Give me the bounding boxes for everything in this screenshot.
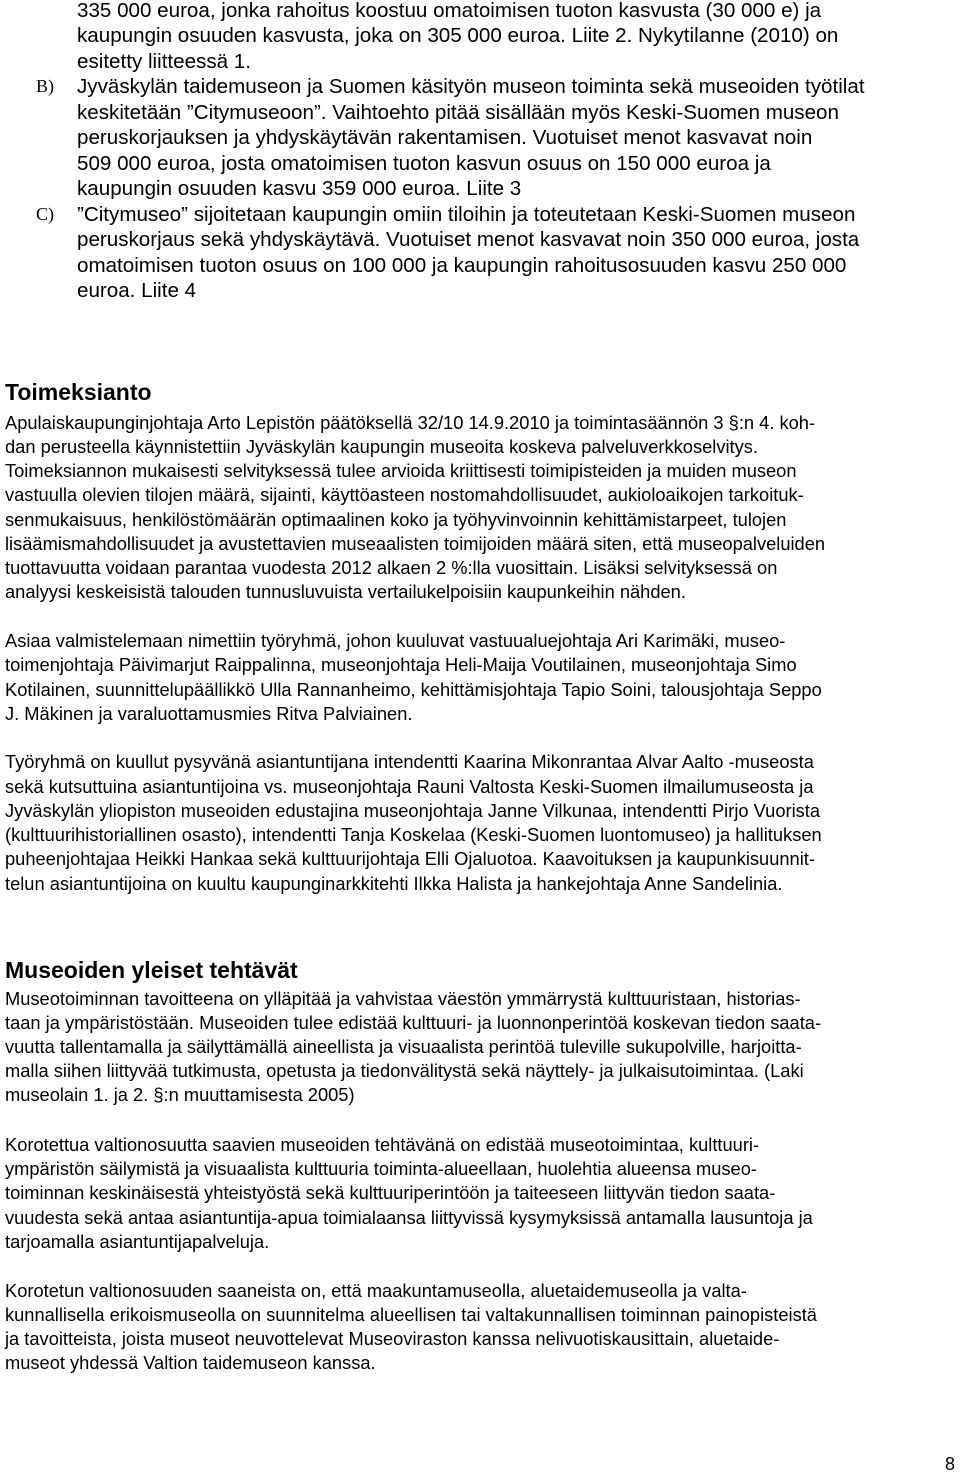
paragraph-line: vuutta tallentamalla ja säilyttämällä aineellista ja visuaalista perintöä tuleville sukupolville, harjoitta- bbox=[5, 1036, 802, 1057]
paragraph-line: Kotilainen, suunnittelupäällikkö Ulla Rannanheimo, kehittämisjohtaja Tapio Soini, talousjohtaja Seppo bbox=[5, 679, 822, 700]
option-text-line: peruskorjaus sekä yhdyskäytävä. Vuotuiset menot kasvavat noin 350 000 euroa, josta bbox=[77, 228, 860, 251]
paragraph-line: puheenjohtajaa Heikki Hankaa sekä kulttuurijohtaja Elli Ojaluotoa. Kaavoituksen ja kaupunkisuunnit- bbox=[5, 848, 815, 869]
option-text-line: keskitetään ”Citymuseoon”. Vaihtoehto pitää sisällään myös Keski-Suomen museon bbox=[77, 101, 839, 124]
paragraph-line: analyysi keskeisistä talouden tunnusluvuista vertailukelpoisiin kaupunkeihin nähden. bbox=[5, 581, 686, 602]
paragraph-line: museot yhdessä Valtion taidemuseon kanssa. bbox=[5, 1352, 376, 1373]
option-marker-c: C) bbox=[36, 204, 54, 224]
section-heading-museoiden-yleiset-tehtavat: Museoiden yleiset tehtävät bbox=[5, 957, 298, 983]
paragraph-line: taan ja ympäristöstään. Museoiden tulee edistää kulttuuri- ja luonnonperintöä koskevan tiedon saata- bbox=[5, 1012, 822, 1033]
paragraph-line: tuottavuutta voidaan parantaa vuodesta 2012 alkaen 2 %:lla vuosittain. Lisäksi selvityksessä on bbox=[5, 557, 778, 578]
option-text-line: Jyväskylän taidemuseon ja Suomen käsityön museon toiminta sekä museoiden työtilat bbox=[77, 75, 865, 98]
option-text-line: 335 000 euroa, jonka rahoitus koostuu omatoimisen tuoton kasvusta (30 000 e) ja bbox=[77, 0, 822, 22]
paragraph-line: senmukaisuus, henkilöstömäärän optimaalinen koko ja työhyvinvoinnin kehittämistarpeet, tulojen bbox=[5, 509, 787, 530]
section-heading-toimeksianto: Toimeksianto bbox=[5, 379, 152, 405]
paragraph-line: Korotetun valtionosuuden saaneista on, että maakuntamuseolla, aluetaidemuseolla ja valta- bbox=[5, 1280, 747, 1301]
option-text-line: omatoimisen tuoton osuus on 100 000 ja kaupungin rahoitusosuuden kasvu 250 000 bbox=[77, 254, 847, 277]
paragraph-line: Toimeksiannon mukaisesti selvityksessä tulee arvioida kriittisesti toimipisteiden ja muiden museon bbox=[5, 460, 797, 481]
paragraph-line: ja tavoitteista, joista museot neuvottelevat Museoviraston kanssa nelivuotiskausittain, aluetaide- bbox=[5, 1328, 780, 1349]
paragraph-line: toimenjohtaja Päivimarjut Raippalinna, museonjohtaja Heli-Maija Voutilainen, museonjohtaja Simo bbox=[5, 654, 797, 675]
page-number: 8 bbox=[944, 1454, 955, 1474]
paragraph-line: J. Mäkinen ja varaluottamusmies Ritva Palviainen. bbox=[5, 703, 413, 724]
paragraph-line: malla siihen liittyvää tutkimusta, opetusta ja tiedonvälitystä sekä näyttely- ja julkaisutoimintaa. (Laki bbox=[5, 1060, 804, 1081]
option-text-line: kaupungin osuuden kasvu 359 000 euroa. Liite 3 bbox=[77, 177, 522, 200]
paragraph-line: telun asiantuntijoina on kuultu kaupunginarkkitehti Ilkka Halista ja hankejohtaja Anne Sandelinia. bbox=[5, 873, 783, 894]
paragraph-line: lisäämismahdollisuudet ja avustettavien museaalisten toimijoiden määrä siten, että museopalveluiden bbox=[5, 533, 826, 554]
paragraph-line: ympäristön säilymistä ja visuaalista kulttuuria toiminta-alueellaan, huolehtia alueensa museo- bbox=[5, 1158, 757, 1179]
option-text-line: esitetty liitteessä 1. bbox=[77, 50, 251, 73]
option-text-line: peruskorjauksen ja yhdyskäytävän rakentamisen. Vuotuiset menot kasvavat noin bbox=[77, 126, 813, 149]
paragraph-line: toiminnan keskinäisestä yhteistyöstä sekä kulttuuriperintöön ja taiteeseen liittyvän tiedon saata- bbox=[5, 1182, 776, 1203]
paragraph-line: museolain 1. ja 2. §:n muuttamisesta 2005) bbox=[5, 1084, 355, 1105]
paragraph-line: vastuulla olevien tilojen määrä, sijainti, käyttöasteen nostomahdollisuudet, aukioloaikojen tarkoituk- bbox=[5, 484, 804, 505]
option-text-line: kaupungin osuuden kasvusta, joka on 305 000 euroa. Liite 2. Nykytilanne (2010) on bbox=[77, 24, 839, 47]
paragraph-line: sekä kutsuttuina asiantuntijoina vs. museonjohtaja Rauni Valtosta Keski-Suomen ilmailumuseosta ja bbox=[5, 776, 814, 797]
option-text-line: 509 000 euroa, josta omatoimisen tuoton kasvun osuus on 150 000 euroa ja bbox=[77, 152, 771, 175]
paragraph-line: Korotettua valtionosuutta saavien museoiden tehtävänä on edistää museotoimintaa, kulttuuri- bbox=[5, 1134, 760, 1155]
paragraph-line: dan perusteella käynnistettiin Jyväskylän kaupungin museoita koskeva palveluverkkoselvitys. bbox=[5, 436, 758, 457]
paragraph-line: Jyväskylän yliopiston museoiden edustajina museonjohtaja Janne Vilkunaa, intendentti Pirjo Vuorista bbox=[5, 800, 821, 821]
option-marker-b: B) bbox=[36, 76, 54, 96]
option-text-line: euroa. Liite 4 bbox=[77, 279, 197, 302]
option-text-line: ”Citymuseo” sijoitetaan kaupungin omiin tiloihin ja toteutetaan Keski-Suomen museon bbox=[77, 203, 856, 226]
paragraph-line: Apulaiskaupunginjohtaja Arto Lepistön päätöksellä 32/10 14.9.2010 ja toimintasäännön 3 §:n 4. koh- bbox=[5, 412, 816, 433]
paragraph-line: kunnallisella erikoismuseolla on suunnitelma alueellisen tai valtakunnallisen toiminnan painopisteistä bbox=[5, 1304, 817, 1325]
paragraph-line: Työryhmä on kuullut pysyvänä asiantuntijana intendentti Kaarina Mikonrantaa Alvar Aalto -museosta bbox=[5, 751, 814, 772]
paragraph-line: vuudesta sekä antaa asiantuntija-apua toimialaansa liittyvissä kysymyksissä antamalla lausuntoja ja bbox=[5, 1207, 813, 1228]
paragraph-line: tarjoamalla asiantuntijapalveluja. bbox=[5, 1231, 270, 1252]
paragraph-line: Museotoiminnan tavoitteena on ylläpitää ja vahvistaa väestön ymmärrystä kulttuuristaan, historias- bbox=[5, 988, 801, 1009]
paragraph-line: Asiaa valmistelemaan nimettiin työryhmä, johon kuuluvat vastuualuejohtaja Ari Karimäki, museo- bbox=[5, 630, 786, 651]
paragraph-line: (kulttuurihistoriallinen osasto), intendentti Tanja Koskelaa (Keski-Suomen luontomuseo) ja hallituksen bbox=[5, 824, 822, 845]
